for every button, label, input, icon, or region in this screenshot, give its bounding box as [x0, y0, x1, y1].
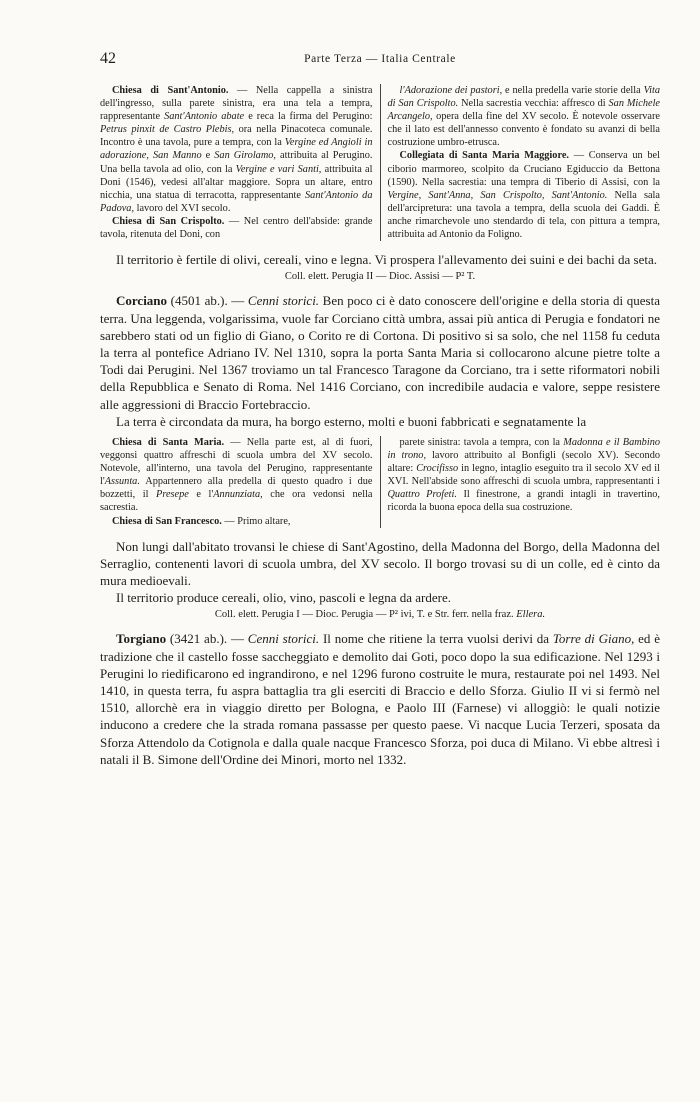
left-column — [100, 84, 381, 241]
entry-santa-maria: Chiesa di Santa Maria. — Nella parte est, al di fuori, veggonsi quattro affreschi di scuola umbra del XV secolo. Notevole, all'interno, una tavola del Perugino, rappresentante l'Assunta. Appartennero alla predella di questo quadro i due bozzetti, il Presepe e l'Annunziata, che ora vedonsi nella sacrestia. — [100, 436, 373, 514]
paragraph-territorio-1: Il territorio è fertile di olivi, cereali, vino e legna. Vi prospera l'allevamento dei suini e dei bachi da seta. — [116, 252, 657, 268]
page-header — [100, 50, 660, 72]
paragraph-torgiano: Torgiano (3421 ab.). — Cenni storici. Il nome che ritiene la terra vuolsi derivi da Torre di Giano, ed è tradizione che il castello fosse saccheggiato e demolito dai Goti, poco dopo la sua edificazione. Nel 1293 i Perugini lo riedificarono ed ingrandirono, e nel 1296 furono costruite le mura, restaurate poi nel 1493. Nel 1410, in questa terra, fu aspra battaglia tra gli eserciti di Braccio e dello Sforza. Giulio II vi si fermò nel 1510, allorchè era in viaggio diretto per Bologna, e Paolo III (Farnese) vi alloggiò: le quali notizie inducono a credere che la strada romana passasse per questo paese. Vi nacque Lucia Terzeri, sposata da Sforza Attendolo da Cotignola e dalla quale nacque Francesco Sforza, poi duca di Milano. Vi ebbe altresì i natali il B. Simone dell'Ordine dei Minori, morto nel 1332. — [100, 631, 660, 767]
diocese-line-1: Coll. elett. Perugia II — Dioc. Assisi — P² T. — [284, 271, 476, 283]
right-column — [381, 84, 661, 241]
entry-san-crispolto-cont: l'Adorazione dei pastori, e nella predella varie storie della Vita di San Crispolto. Nella sacrestia vecchia: affresco di San Michele Arcangelo, opera della fine del XV secolo. È notevole osservare che il lato est dell'annesso convento è fondato su avanzi di bella costruzione umbro-etrusca. — [387, 85, 660, 149]
paragraph-corciano-2: La terra è circondata da mura, ha borgo esterno, molti e buoni fabbricati e segnatamente la — [116, 413, 587, 429]
paragraph-non-lungi: Non lungi dall'abitato trovansi le chiese di Sant'Agostino, della Madonna del Borgo, della Madonna del Serraglio, contenenti lavori di scuola umbra, del XV secolo. Il borgo trovasi su di un colle, ed è cinto da mura medioevali. — [100, 538, 660, 589]
two-column-block-1 — [100, 84, 660, 241]
right-column-2 — [381, 436, 661, 528]
page — [100, 50, 660, 768]
left-column-2 — [100, 436, 381, 528]
paragraph-corciano: Corciano (4501 ab.). — Cenni storici. Ben poco ci è dato conoscere dell'origine e della storia di questa terra. Una leggenda, volgarissima, vuole far Corciano città umbra, assai più antica di Perugia e fondatori ne sarebbero stati od un figlio di Giano, o Corito re di Cortona. Di positivo si sa solo, che nel 1158 fu ceduta la terra al pontefice Adriano IV. Nel 1310, sopra la porta Santa Maria si collocarono alcune pietre tolte a Todi dai Perugini. Nel 1367 troviamo un tal Francesco Taragone da Corciano, tra i sette riformatori nobili della Repubblica e Senato di Roma. Nel 1416 Corciano, con incredibile audacia e valore, seppe resistere alle aggressioni di Braccio Fortebraccio. — [100, 293, 660, 412]
entry-collegiata: Collegiata di Santa Maria Maggiore. — Conserva un bel ciborio marmoreo, scolpito da Cruciano Egiduccio da Bettona (1590). Nella sacrestia: una tempra di Tiberio di Assisi, con la Vergine, Sant'Anna, San Crispolto, Sant'Antonio. Nella sala dell'arcipretura: una tavola a tempra, della scuola dei Gaddi. È anche rimarchevole uno stendardo di tela, con pittura a tempra, attribuita ad Antonio da Foligno. — [387, 150, 660, 241]
entry-san-francesco-cont: parete sinistra: tavola a tempra, con la Madonna e il Bambino in trono, lavoro attribuito al Bonfigli (secolo XV). Secondo altare: Crocifisso in legno, intaglio eseguito tra il secolo XV ed il XVI. Nell'abside sono affreschi di scuola umbra, rappresentanti i Quattro Profeti. Il finestrone, a grandi intagli in travertino, ricorda la buona epoca della sua costruzione. — [387, 436, 661, 514]
two-column-block-2 — [100, 436, 660, 528]
entry-san-francesco: Chiesa di San Francesco. — Primo altare, — [112, 515, 291, 527]
entry-san-crispolto: Chiesa di San Crispolto. — Nel centro dell'abside: grande tavola, ritenuta del Doni, con — [100, 215, 373, 241]
page-number: 42 — [100, 50, 116, 67]
paragraph-territorio-2: Il territorio produce cereali, olio, vino, pascoli e legna da ardere. — [116, 590, 451, 606]
entry-sant-antonio: Chiesa di Sant'Antonio. — Nella cappella a sinistra dell'ingresso, sulla parete sinistra, era una tela a tempra, rappresentante Sant'Antonio abate e reca la firma del Perugino: Petrus pinxit de Castro Plebis, ora nella Pinacoteca comunale. Incontro è una tavola, pure a tempra, con la Vergine ed Angioli in adorazione, San Manno e San Girolamo, attribuita al Perugino. Una bella tavola ad olio, con la Vergine e vari Santi, attribuita al Doni (1546), vedesi all'altar maggiore. Sopra un altare, entro nicchia, una statua di terracotta, rappresentante Sant'Antonio da Padova, lavoro del XVI secolo. — [100, 85, 373, 214]
diocese-line-2: Coll. elett. Perugia I — Dioc. Perugia — P² ivi, T. e Str. ferr. nella fraz. Ellera. — [214, 609, 546, 621]
running-head: Parte Terza — Italia Centrale — [304, 53, 456, 65]
